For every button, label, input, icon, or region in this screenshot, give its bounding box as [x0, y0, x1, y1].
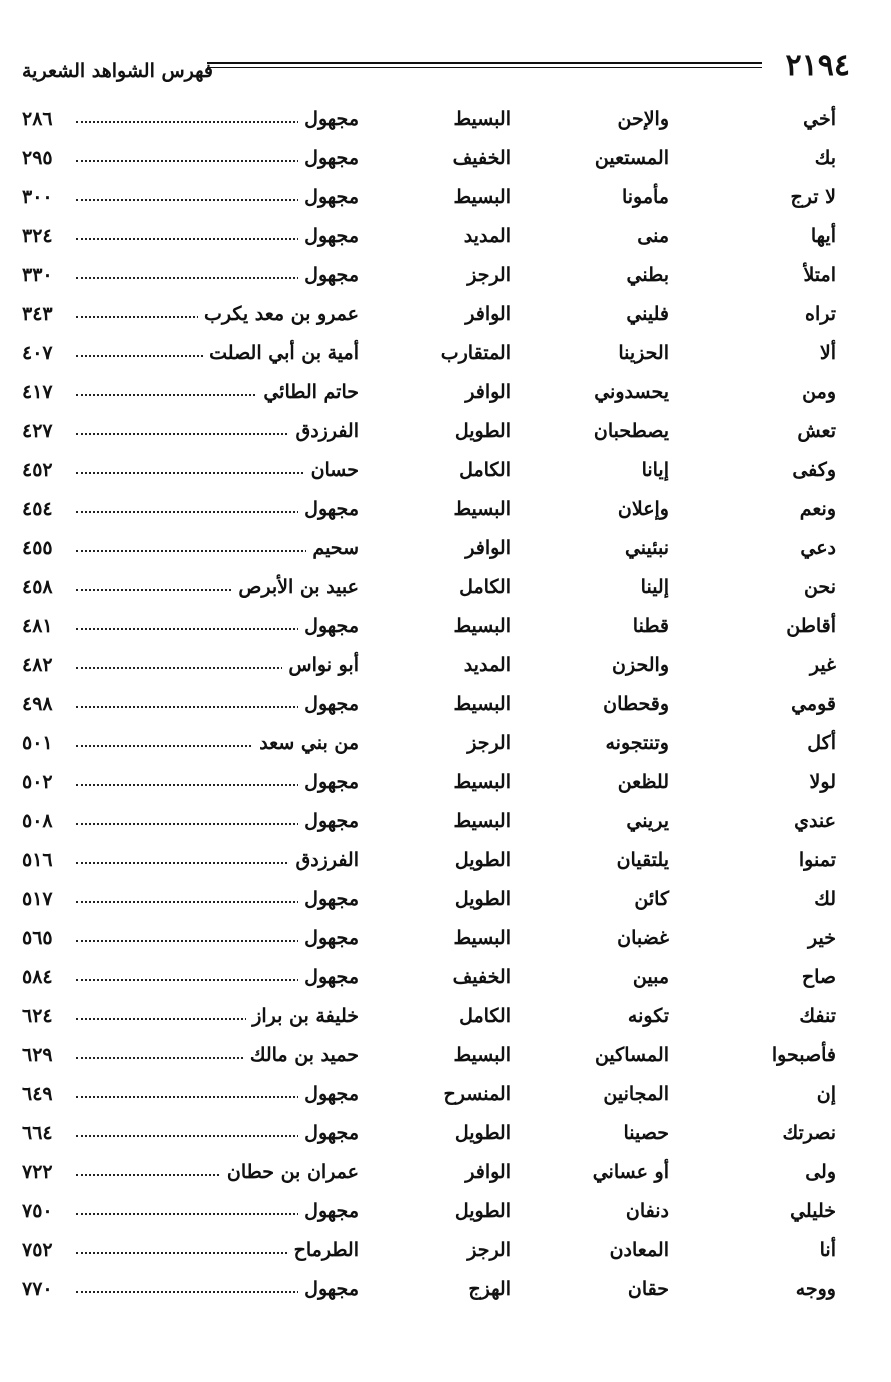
list-item	[0, 416, 891, 455]
list-item	[0, 689, 891, 728]
page-ref: ٤٥٤	[22, 496, 72, 522]
rhyme-word: أو عساني	[592, 1161, 669, 1183]
list-item	[0, 884, 891, 923]
poet: مجهول	[304, 1278, 359, 1300]
verse-opening: لك	[814, 888, 836, 910]
verse-opening: دعي	[800, 537, 836, 559]
rhyme-word: كائن	[634, 888, 669, 910]
rhyme-word: وقحطان	[603, 693, 669, 715]
verse-opening: وكفى	[792, 459, 836, 481]
verse-opening: بك	[814, 147, 836, 169]
rhyme-word: إلينا	[640, 576, 669, 598]
list-item	[0, 650, 891, 689]
poet: من بني سعد	[259, 732, 359, 754]
page-ref: ٥١٦	[22, 847, 72, 873]
poet: عمران بن حطان	[226, 1161, 359, 1183]
verse-opening: صاح	[801, 966, 836, 988]
page-ref: ٦٢٩	[22, 1042, 72, 1068]
page-ref: ٦٤٩	[22, 1081, 72, 1107]
page-ref: ٤٥٨	[22, 574, 72, 600]
meter: البسيط	[453, 693, 511, 715]
meter: المنسرح	[443, 1083, 511, 1105]
verse-opening: أيها	[810, 225, 836, 247]
rhyme-word: مبين	[632, 966, 669, 988]
page-ref: ٧٥٠	[22, 1198, 72, 1224]
rhyme-word: وإعلان	[617, 498, 669, 520]
meter: الوافر	[465, 537, 511, 559]
list-item	[0, 1196, 891, 1235]
meter: البسيط	[453, 927, 511, 949]
page-ref: ٤٠٧	[22, 340, 72, 366]
page-ref: ٤٨٢	[22, 652, 72, 678]
poet: مجهول	[304, 186, 359, 208]
meter: الطويل	[454, 888, 511, 910]
poet: خليفة بن براز	[252, 1005, 359, 1027]
rhyme-word: تكونه	[627, 1005, 669, 1027]
list-item	[0, 806, 891, 845]
rhyme-word: المستعين	[594, 147, 669, 169]
page-header	[22, 48, 850, 88]
verse-opening: فأصبحوا	[771, 1044, 836, 1066]
page-number: ٢١٩٤	[785, 48, 850, 83]
meter: البسيط	[453, 498, 511, 520]
verse-opening: تعش	[797, 420, 836, 442]
verse-opening: قومي	[791, 693, 836, 715]
list-item	[0, 728, 891, 767]
header-rule	[207, 62, 762, 72]
page-ref: ٦٢٤	[22, 1003, 72, 1029]
poet: مجهول	[304, 927, 359, 949]
verse-opening: ولى	[805, 1161, 836, 1183]
verse-opening: ومن	[802, 381, 836, 403]
verse-opening: نحن	[803, 576, 836, 598]
meter: الرجز	[467, 264, 511, 286]
page-ref: ٣٠٠	[22, 184, 72, 210]
rhyme-word: المساكين	[594, 1044, 669, 1066]
page-ref: ٤٥٢	[22, 457, 72, 483]
meter: الوافر	[465, 303, 511, 325]
verse-opening: خليلي	[790, 1200, 836, 1222]
page-ref: ٧٥٢	[22, 1237, 72, 1263]
list-item	[0, 923, 891, 962]
poet: مجهول	[304, 888, 359, 910]
poet: حميد بن مالك	[249, 1044, 359, 1066]
verse-opening: ووجه	[795, 1278, 836, 1300]
poet: أبو نواس	[288, 654, 359, 676]
meter: الطويل	[454, 420, 511, 442]
rhyme-word: غضبان	[617, 927, 669, 949]
meter: البسيط	[453, 771, 511, 793]
list-item	[0, 611, 891, 650]
page-ref: ٥٠١	[22, 730, 72, 756]
list-item	[0, 377, 891, 416]
verse-opening: أخي	[803, 108, 836, 130]
meter: الخفيف	[452, 147, 511, 169]
rhyme-word: يريني	[626, 810, 669, 832]
page-ref: ٥٨٤	[22, 964, 72, 990]
rhyme-word: فليني	[626, 303, 669, 325]
rhyme-word: للظعن	[617, 771, 669, 793]
rhyme-word: بطني	[626, 264, 669, 286]
poet: الفرزدق	[295, 420, 359, 442]
poet: أمية بن أبي الصلت	[209, 342, 359, 364]
list-item	[0, 260, 891, 299]
page-ref: ٧٧٠	[22, 1276, 72, 1302]
page-ref: ٢٨٦	[22, 106, 72, 132]
meter: البسيط	[453, 810, 511, 832]
meter: الكامل	[459, 1005, 511, 1027]
poet: مجهول	[304, 264, 359, 286]
page-ref: ٥١٧	[22, 886, 72, 912]
verse-opening: عندي	[794, 810, 836, 832]
rhyme-word: يلتقيان	[616, 849, 669, 871]
list-item	[0, 1235, 891, 1274]
meter: الكامل	[459, 576, 511, 598]
meter: الطويل	[454, 1200, 511, 1222]
poet: مجهول	[304, 147, 359, 169]
poet: الفرزدق	[295, 849, 359, 871]
meter: المديد	[463, 225, 511, 247]
rhyme-word: والإحن	[617, 108, 669, 130]
poet: حسان	[310, 459, 359, 481]
meter: الهزج	[468, 1278, 511, 1300]
poet: حاتم الطائي	[263, 381, 359, 403]
verse-opening: تنفك	[799, 1005, 836, 1027]
list-item	[0, 767, 891, 806]
rhyme-word: منى	[637, 225, 669, 247]
page-ref: ٤٩٨	[22, 691, 72, 717]
list-item	[0, 1001, 891, 1040]
meter: البسيط	[453, 186, 511, 208]
page-ref: ٥٠٢	[22, 769, 72, 795]
poet: عمرو بن معد يكرب	[203, 303, 359, 325]
meter: المتقارب	[440, 342, 511, 364]
verse-opening: ونعم	[799, 498, 836, 520]
list-item	[0, 143, 891, 182]
meter: البسيط	[453, 615, 511, 637]
meter: الخفيف	[452, 966, 511, 988]
list-item	[0, 221, 891, 260]
page-ref: ٣٤٣	[22, 301, 72, 327]
list-item	[0, 338, 891, 377]
verse-opening: لولا	[809, 771, 836, 793]
list-item	[0, 533, 891, 572]
rhyme-word: نبئيني	[624, 537, 669, 559]
rhyme-word: المجانين	[603, 1083, 669, 1105]
list-item	[0, 104, 891, 143]
meter: الوافر	[465, 1161, 511, 1183]
rhyme-word: الحزينا	[618, 342, 669, 364]
poet: مجهول	[304, 1083, 359, 1105]
verse-opening: ألا	[819, 342, 836, 364]
list-item	[0, 182, 891, 221]
list-item	[0, 455, 891, 494]
poet: مجهول	[304, 108, 359, 130]
rhyme-word: حصينا	[623, 1122, 669, 1144]
page-ref: ٧٢٢	[22, 1159, 72, 1185]
list-item	[0, 299, 891, 338]
verse-opening: أقاطن	[786, 615, 836, 637]
running-title: فهرس الشواهد الشعرية	[22, 60, 213, 82]
list-item	[0, 1118, 891, 1157]
rhyme-word: إيانا	[641, 459, 669, 481]
verse-opening: غير	[809, 654, 836, 676]
meter: الرجز	[467, 732, 511, 754]
meter: الكامل	[459, 459, 511, 481]
rhyme-word: قطنا	[632, 615, 669, 637]
verse-opening: لا ترج	[790, 186, 836, 208]
page-ref: ٥٦٥	[22, 925, 72, 951]
page-ref: ٤٢٧	[22, 418, 72, 444]
verse-opening: خير	[808, 927, 836, 949]
poet: مجهول	[304, 615, 359, 637]
list-item	[0, 962, 891, 1001]
poet: سحيم	[312, 537, 359, 559]
rhyme-word: والحزن	[612, 654, 669, 676]
page-ref: ٣٢٤	[22, 223, 72, 249]
meter: الرجز	[467, 1239, 511, 1261]
poet: عبيد بن الأبرص	[238, 576, 359, 598]
page-ref: ٦٦٤	[22, 1120, 72, 1146]
poet: مجهول	[304, 810, 359, 832]
poet: مجهول	[304, 1122, 359, 1144]
page-ref: ٥٠٨	[22, 808, 72, 834]
meter: الطويل	[454, 849, 511, 871]
rhyme-word: يصطحبان	[593, 420, 669, 442]
verse-opening: أنا	[819, 1239, 836, 1261]
poet: مجهول	[304, 225, 359, 247]
rhyme-word: يحسدوني	[594, 381, 669, 403]
page-ref: ٤٨١	[22, 613, 72, 639]
verse-opening: تراه	[804, 303, 836, 325]
verse-opening: امتلأ	[803, 264, 836, 286]
rhyme-word: دنفان	[625, 1200, 669, 1222]
verse-opening: إن	[816, 1083, 836, 1105]
poet: مجهول	[304, 1200, 359, 1222]
poet: مجهول	[304, 498, 359, 520]
rhyme-word: المعادن	[609, 1239, 669, 1261]
page-ref: ٤١٧	[22, 379, 72, 405]
list-item	[0, 572, 891, 611]
meter: المديد	[463, 654, 511, 676]
list-item	[0, 1274, 891, 1313]
meter: البسيط	[453, 108, 511, 130]
verse-opening: أكل	[807, 732, 836, 754]
poet: الطرماح	[293, 1239, 359, 1261]
list-item	[0, 494, 891, 533]
meter: البسيط	[453, 1044, 511, 1066]
poet: مجهول	[304, 771, 359, 793]
poet: مجهول	[304, 693, 359, 715]
list-item	[0, 1079, 891, 1118]
verse-opening: نصرتك	[782, 1122, 836, 1144]
poet: مجهول	[304, 966, 359, 988]
page-ref: ٤٥٥	[22, 535, 72, 561]
page-ref: ٣٣٠	[22, 262, 72, 288]
meter: الطويل	[454, 1122, 511, 1144]
rhyme-word: وتنتجونه	[605, 732, 669, 754]
poetry-index-list	[0, 104, 891, 1313]
rhyme-word: حقان	[627, 1278, 669, 1300]
rhyme-word: مأمونا	[621, 186, 669, 208]
meter: الوافر	[465, 381, 511, 403]
page-ref: ٢٩٥	[22, 145, 72, 171]
list-item	[0, 1157, 891, 1196]
verse-opening: تمنوا	[798, 849, 836, 871]
list-item	[0, 1040, 891, 1079]
list-item	[0, 845, 891, 884]
